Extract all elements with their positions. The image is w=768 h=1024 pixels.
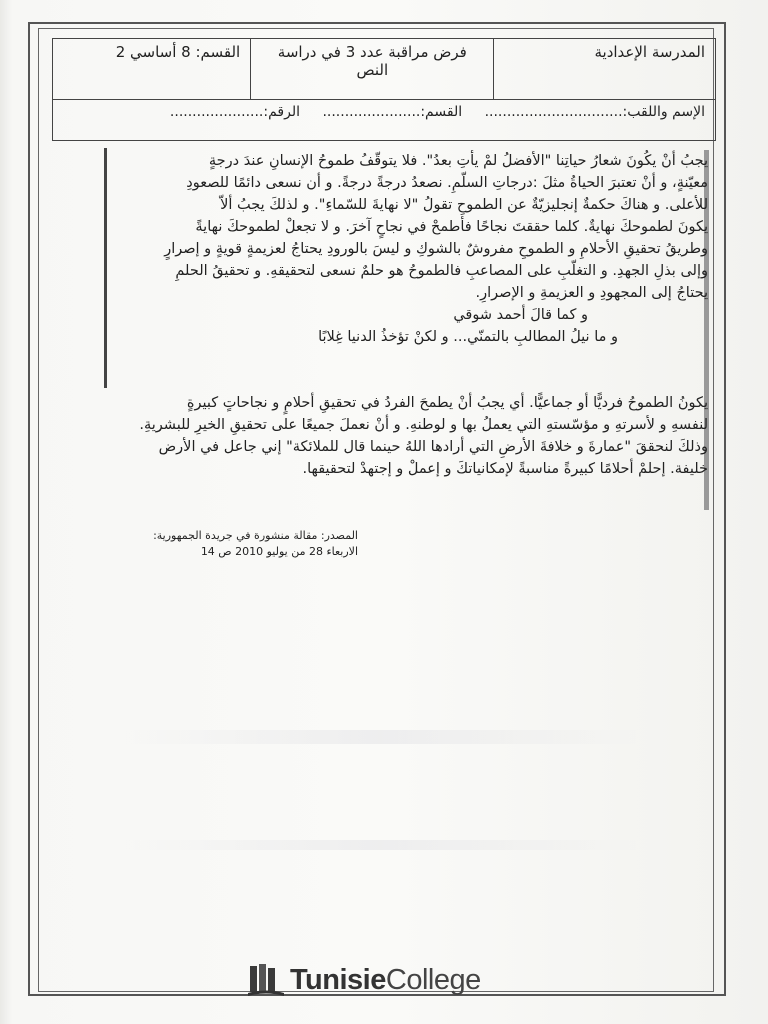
source-line-1: المصدر: مقالة منشورة في جريدة الجمهورية: [153,529,358,542]
logo-text-college: College [385,963,481,996]
student-id-row [53,100,716,141]
source-citation [118,528,358,560]
tunisiecollege-logo [246,958,506,1002]
class-level: القسم: 8 أساسي 2 [53,39,251,100]
text-line: يجبُ أنْ يكُونَ شعارُ حياتِنا "الأفضلُ لمْ يأتِ بعدُ". فلا يتوقّفُ طموحُ الإنسانِ عندَ درجةٍ [208,153,708,169]
logo-text-tunisie: Tunisie [290,963,386,996]
book-icon [246,960,286,1000]
text-line: للأعلى. و هناكَ حكمةٌ إنجليزيّةٌ عن الطموحِ تقولُ "لا نهايةَ للسّماءِ". و لذلكَ يجبُ ألاّ [220,197,708,213]
school-name: المدرسة الإعدادية [494,39,716,100]
poet-intro: و كما قالَ أحمد شوقي [453,307,588,323]
text-paragraph-2 [112,392,708,480]
bleed-through-mark [120,840,640,850]
text-paragraph-1 [108,150,708,348]
text-margin-line [104,148,107,388]
text-line: معيّنةٍ، و أنْ تعتبرَ الحياةُ مثلَ :درجاتِ السلّمِ. نصعدُ درجةً درجةً. و أن نسعى دائمًا للصعودِ [186,175,708,191]
text-line: يحتاجُ إلى المجهودِ و العزيمةِ و الإصرارِ. [475,285,708,301]
text-line: وطريقُ تحقيقِ الأحلامِ و الطموحِ مفروشٌ بالشوكِ و ليسَ بالورودِ يحتاجُ لعزيمةٍ قويةٍ و إصرارٍ [164,241,708,257]
exam-title [251,39,494,100]
bleed-through-mark [120,730,640,744]
text-line: وذلكَ لنحققَ "عمارةَ و خلافةَ الأرضِ التي أرادها اللهُ حينما قال للملائكة" إني جاعل في الأرض [158,439,708,455]
text-line: لنفسهِ و لأسرتهِ و مؤسّستهِ التي يعملُ بها و لوطنهِ. و أنْ نعملَ جميعًا على تحقيقِ الخيرِ للبشريةِ. [139,417,708,433]
exam-header-table [52,38,716,141]
text-line: يكونُ الطموحُ فرديًّا أو جماعيًّا. أي يجبُ أنْ يطمحَ الفردُ في تحقيقِ أحلامٍ و نجاحاتٍ كبيرةٍ [186,395,708,411]
number-field[interactable]: الرقم:..................... [169,104,300,120]
name-field[interactable]: الإسم واللقب:............................... [484,104,705,120]
section-field[interactable]: القسم:...................... [322,104,463,120]
text-line: وإلى بذلِ الجهدِ. و التغلّبِ على المصاعبِ فالطموحُ هو حلمٌ نسعى لتحقيقهِ. و تحقيقُ الحلمِ [175,263,708,279]
logo-text [290,964,481,997]
exam-title-line2: النص [356,61,389,79]
exam-title-line1: فرض مراقبة عدد 3 في دراسة [277,43,467,61]
text-line: يكونَ لطموحكَ نهايةٌ. كلما حققتَ نجاحًا فأطمحْ في نجاحٍ آخرَ. و لا تجعلْ لطموحكَ نهايةً [195,219,708,235]
poetry-verse: و ما نيلُ المطالبِ بالتمنّي... و لكنْ تؤخذُ الدنيا غِلابًا [318,329,618,345]
source-line-2: الاربعاء 28 من يوليو 2010 ص 14 [200,545,358,558]
text-line: خليفة. إحلمْ أحلامًا كبيرةً مناسبةً لإمكانياتكَ و إعملْ و إجتهدْ لتحقيقها. [302,461,708,477]
